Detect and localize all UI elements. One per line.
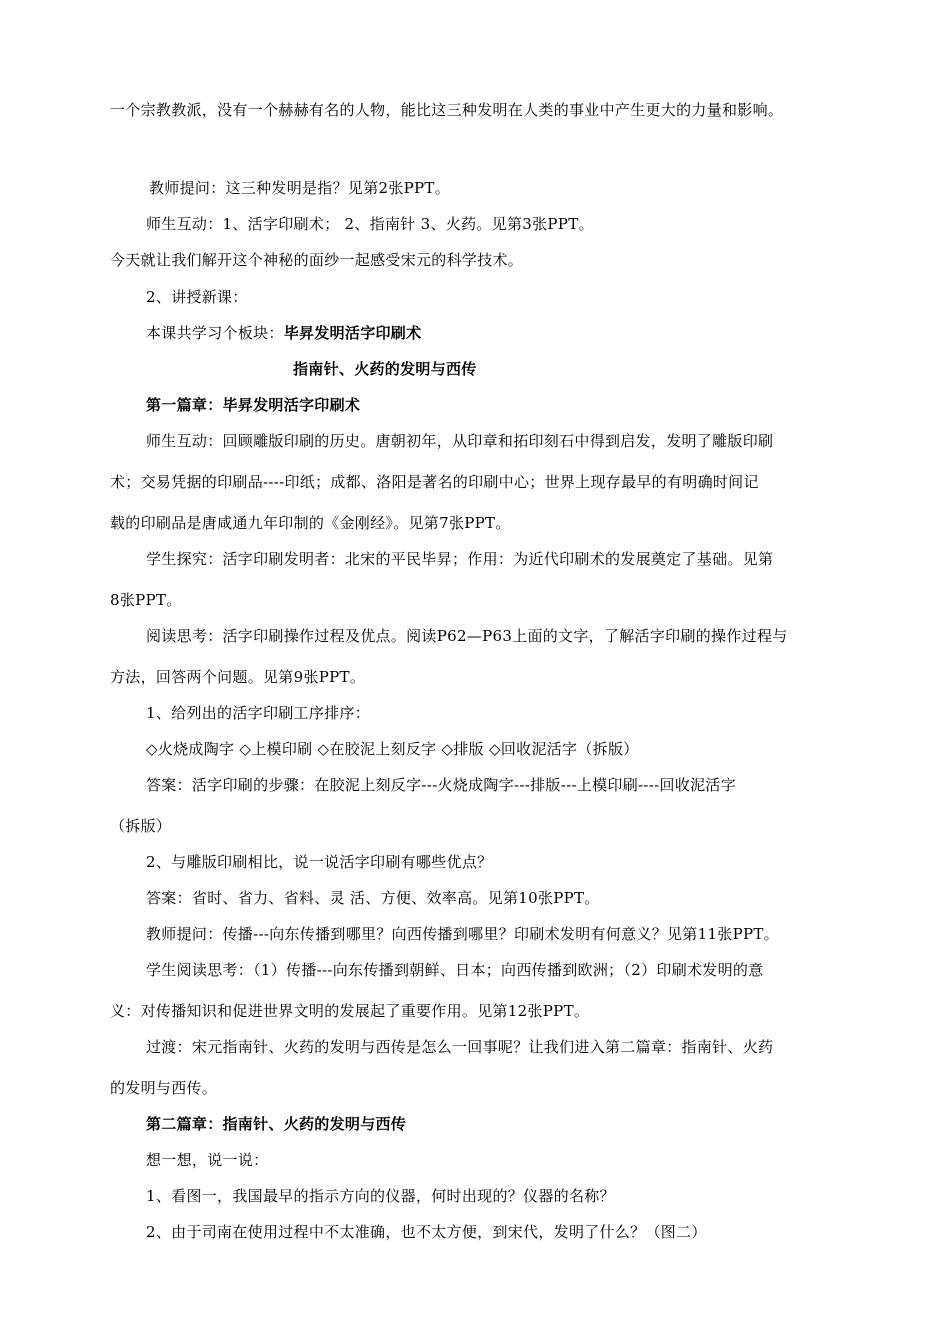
text-line: 教师提问：传播---向东传播到哪里？向西传播到哪里？印刷术发明有何意义？见第11张PPT。 [146,925,779,943]
text-line: 2、与雕版印刷相比，说一说活字印刷有哪些优点？ [146,853,493,871]
text-line: （拆版） [110,817,172,835]
text-line: 载的印刷品是唐咸通九年印制的《金刚经》。见第7张PPT。 [110,514,511,532]
text-line: 义：对传播知识和促进世界文明的发展起了重要作用。见第12张PPT。 [110,1002,590,1020]
text-line: 答案：省时、省力、省料、灵 活、方便、效率高。见第10张PPT。 [146,889,600,907]
text-run: 本课共学习个板块： [146,324,284,342]
text-line: 指南针、火药的发明与西传 [293,360,477,378]
section-heading: 第一篇章：毕昇发明活字印刷术 [146,396,361,414]
text-line: 教师提问：这三种发明是指？见第2张PPT。 [149,179,451,197]
text-line: 师生互动：1、活字印刷术； 2、指南针 3、火药。见第3张PPT。 [146,215,594,233]
text-line [146,323,421,343]
text-line: 今天就让我们解开这个神秘的面纱一起感受宋元的科学技术。 [110,251,524,269]
section-heading: 第二篇章：指南针、火药的发明与西传 [146,1115,407,1133]
bold-text-run: 毕昇发明活字印刷术 [283,324,422,342]
text-line: 方法，回答两个问题。见第9张PPT。 [110,668,366,686]
text-line: 1、给列出的活字印刷工序排序： [146,704,371,722]
text-line: 答案：活字印刷的步骤：在胶泥上刻反字---火烧成陶字---排版---上模印刷----回收泥活字 [146,776,736,794]
text-line: 学生阅读思考：（1）传播---向东传播到朝鲜、日本；向西传播到欧洲；（2）印刷术发明的意 [146,961,764,979]
text-line: ◇火烧成陶字 ◇上模印刷 ◇在胶泥上刻反字 ◇排版 ◇回收泥活字（拆版） [146,740,639,758]
text-line: 2、由于司南在使用过程中不太准确，也不太方便，到宋代，发明了什么？（图二） [146,1223,707,1241]
text-line: 的发明与西传。 [110,1079,218,1097]
text-line: 学生探究：活字印刷发明者：北宋的平民毕昇；作用：为近代印刷术的发展奠定了基础。见第 [146,550,774,568]
text-line: 一个宗教教派，没有一个赫赫有名的人物，能比这三种发明在人类的事业中产生更大的力量和影响。 [110,101,784,119]
text-line: 1、看图一，我国最早的指示方向的仪器，何时出现的？仪器的名称？ [146,1187,615,1205]
text-line: 2、讲授新课： [146,288,248,306]
text-line: 想一想，说一说： [146,1151,269,1169]
text-line: 过渡：宋元指南针、火药的发明与西传是怎么一回事呢？让我们进入第二篇章：指南针、火药 [146,1038,774,1056]
text-line: 8张PPT。 [110,591,182,609]
text-line: 师生互动：回顾雕版印刷的历史。唐朝初年，从印章和拓印刻石中得到启发，发明了雕版印刷 [146,432,774,450]
text-line: 阅读思考：活字印刷操作过程及优点。阅读P62—P63上面的文字，了解活字印刷的操作过程与 [146,627,788,645]
text-line: 术；交易凭据的印刷品----印纸；成都、洛阳是著名的印刷中心；世界上现存最早的有明确时间记 [110,473,759,491]
